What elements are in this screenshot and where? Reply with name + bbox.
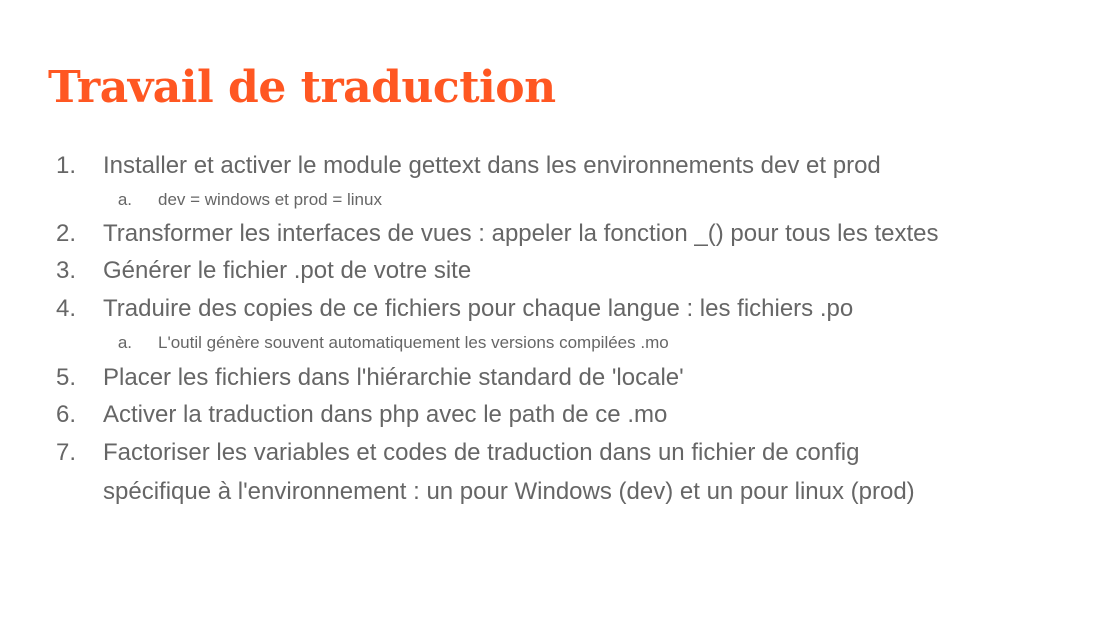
list-item-text: Placer les fichiers dans l'hiérarchie standard de 'locale' xyxy=(103,364,684,391)
list-item-text: Activer la traduction dans php avec le path de ce .mo xyxy=(103,401,668,428)
list-item-text: Transformer les interfaces de vues : appeler la fonction _() pour tous les textes xyxy=(103,220,939,247)
list-item xyxy=(0,362,1100,394)
list-item-number: 6. xyxy=(55,401,76,428)
list-item-text: Factoriser les variables et codes de traduction dans un fichier de config xyxy=(103,439,860,466)
list-item-number: 4. xyxy=(55,295,76,322)
list-subitem-letter: a. xyxy=(117,190,132,209)
list-subitem xyxy=(0,330,1100,356)
list-item-number: 7. xyxy=(55,439,76,466)
list-item-number: 2. xyxy=(55,220,76,247)
list-item xyxy=(0,293,1100,325)
list-item xyxy=(0,437,1100,469)
list-item xyxy=(0,218,1100,250)
list-subitem-letter: a. xyxy=(117,333,132,352)
list-item-number: 1. xyxy=(55,152,76,179)
list-subitem-text: dev = windows et prod = linux xyxy=(158,190,382,209)
list-item-number: 5. xyxy=(55,364,76,391)
list-item xyxy=(0,150,1100,182)
list-item-text: Traduire des copies de ce fichiers pour chaque langue : les fichiers .po xyxy=(103,295,854,322)
list-item-number: 3. xyxy=(55,257,76,284)
list-item-text: spécifique à l'environnement : un pour Windows (dev) et un pour linux (prod) xyxy=(103,478,915,505)
list-item xyxy=(0,399,1100,431)
list-item-text: Générer le fichier .pot de votre site xyxy=(103,257,472,284)
list-subitem xyxy=(0,187,1100,213)
list-item-text: Installer et activer le module gettext dans les environnements dev et prod xyxy=(103,152,881,179)
slide-title: Travail de traduction xyxy=(48,62,556,113)
list-subitem-text: L'outil génère souvent automatiquement les versions compilées .mo xyxy=(158,333,669,352)
list-item xyxy=(0,255,1100,287)
list-item-continuation xyxy=(0,476,1100,508)
